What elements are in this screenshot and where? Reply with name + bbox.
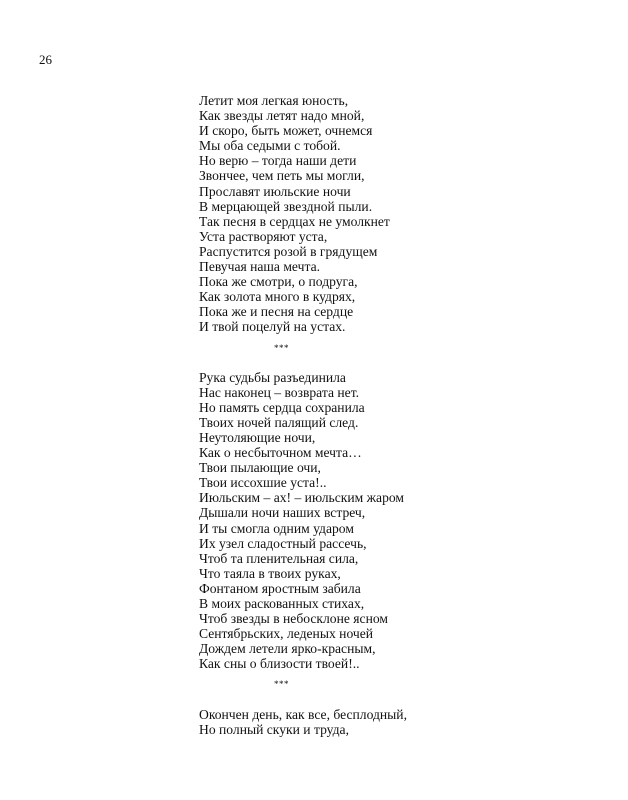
poem-line: Как звезды летят надо мной, — [199, 108, 365, 124]
poem-line: Уста растворяют уста, — [199, 228, 328, 244]
poem-text — [199, 93, 599, 737]
poem-line: Окончен день, как все, бесплодный, — [199, 706, 407, 722]
poem-line: Пока же смотри, о подруга, — [199, 274, 358, 290]
poem-line: Мы оба седыми с тобой. — [199, 138, 341, 154]
poem-line: Нас наконец – возврата нет. — [199, 384, 360, 400]
poem-line: Дышали ночи наших встреч, — [199, 505, 366, 521]
poem-line: И ты смогла одним ударом — [199, 520, 354, 536]
poem-line: Неутоляющие ночи, — [199, 429, 316, 445]
poem-1 — [199, 93, 599, 335]
poem-line: И скоро, быть может, очнемся — [199, 123, 373, 139]
poem-line: Но полный скуки и труда, — [199, 721, 349, 737]
poem-line: Так песня в сердцах не умолкнет — [199, 213, 390, 229]
poem-3 — [199, 707, 599, 737]
poem-line: Но память сердца сохранила — [199, 399, 365, 415]
poem-line: Твоих ночей палящий след. — [199, 414, 359, 430]
stanza-separator: *** — [274, 342, 289, 353]
poem-line: Твои пылающие очи, — [199, 460, 321, 476]
poem-line: Как сны о близости твоей!.. — [199, 656, 360, 672]
poem-line: Прославят июльские ночи — [199, 183, 351, 199]
poem-line: Как золота много в кудрях, — [199, 289, 356, 305]
poem-line: Как о несбыточном мечта… — [199, 445, 362, 461]
poem-line: Дождем летели ярко-красным, — [199, 641, 376, 657]
poem-2 — [199, 370, 599, 672]
poem-line: Певучая наша мечта. — [199, 259, 321, 275]
poem-line: Пока же и песня на сердце — [199, 304, 354, 320]
poem-line: Чтоб звезды в небосклоне ясном — [199, 611, 388, 627]
poem-line: В мерцающей звездной пыли. — [199, 198, 373, 214]
poem-line: Рука судьбы разъединила — [199, 369, 346, 385]
poem-line: Распустится розой в грядущем — [199, 243, 378, 259]
poem-line: Июльским – ах! – июльским жаром — [199, 490, 405, 506]
stanza-separator: *** — [274, 679, 289, 690]
poem-line: Звончее, чем петь мы могли, — [199, 168, 365, 184]
poem-line: Фонтаном яростным забила — [199, 580, 361, 596]
poem-line: Твои иссохшие уста!.. — [199, 475, 327, 491]
poem-line: Их узел сладостный рассечь, — [199, 535, 367, 551]
page-number: 26 — [39, 52, 52, 67]
poem-line: Что таяла в твоих руках, — [199, 565, 341, 581]
poem-line: Летит моя легкая юность, — [199, 93, 349, 108]
poem-line: Но верю – тогда наши дети — [199, 153, 357, 169]
poem-line: Сентябрьских, леденых ночей — [199, 626, 374, 642]
poem-line: Чтоб та пленительная сила, — [199, 550, 359, 566]
poem-line: В моих раскованных стихах, — [199, 596, 365, 611]
poem-line: И твой поцелуй на устах. — [199, 319, 346, 335]
